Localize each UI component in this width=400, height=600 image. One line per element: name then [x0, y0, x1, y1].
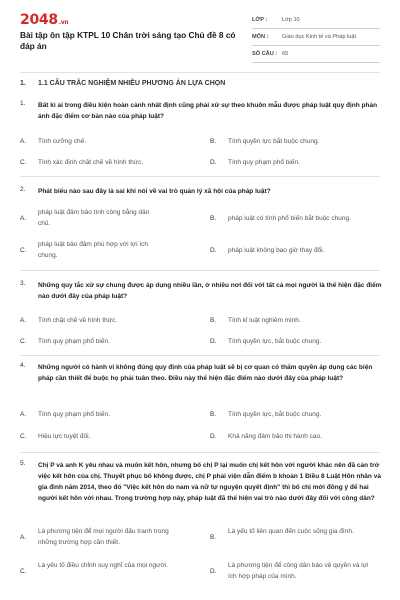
- question-text: Phát biểu nào sau đây là sai khi nói về vai trò quản lý xã hội của pháp luật?: [38, 188, 271, 195]
- option-letter: B.: [210, 317, 217, 324]
- option-letter: D.: [210, 247, 217, 254]
- option-text: Tính xác định chặt chẽ về hình thức.: [38, 159, 144, 166]
- option-text: pháp luật bảo đảm phù hợp với lợi ích chung.: [38, 241, 148, 259]
- question-number: 3.: [20, 280, 26, 287]
- option-letter: B.: [210, 138, 217, 145]
- question-number: 2.: [20, 186, 26, 193]
- divider: [20, 452, 380, 453]
- option-text: Hiệu lực tuyệt đối.: [38, 433, 91, 440]
- logo-text: 2048: [20, 12, 58, 28]
- option-letter: A.: [20, 534, 27, 541]
- page-header: [0, 0, 400, 70]
- option-letter: C.: [20, 159, 27, 166]
- option-text: Tính cưỡng chế.: [38, 138, 86, 145]
- option-letter: C.: [20, 568, 27, 575]
- option-text: pháp luật không bao giờ thay đổi.: [228, 247, 325, 254]
- option-letter: C.: [20, 247, 27, 254]
- option-text: Tính quy phạm phổ biến.: [38, 338, 110, 345]
- meta-key: SỐ CÂU :: [252, 51, 278, 57]
- option-letter: D.: [210, 568, 217, 575]
- option-text: Tính quyền lực bắt buộc chung.: [228, 138, 320, 145]
- option-letter: D.: [210, 159, 217, 166]
- option-letter: B.: [210, 411, 217, 418]
- option-letter: D.: [210, 338, 217, 345]
- option-letter: B.: [210, 215, 217, 222]
- logo-suffix: .vn: [58, 19, 69, 26]
- divider: [20, 355, 380, 356]
- divider: [20, 270, 380, 271]
- meta-key: MÔN :: [252, 34, 269, 40]
- option-text: Tính quyền lực, bắt buộc chung.: [228, 411, 322, 418]
- meta-row-count: [252, 46, 380, 63]
- option-text: Tính kỉ luật nghiêm minh.: [228, 317, 301, 324]
- meta-row-subject: [252, 29, 380, 46]
- question-text: Những quy tắc xử sự chung được áp dụng nhiều lần, ở nhiều nơi đối với tất cả mọi người là thể hiện đặc điểm nào dưới đây của pháp luật?: [38, 282, 382, 300]
- option-text: Khả năng đảm bảo thi hành cao.: [228, 433, 322, 440]
- meta-value: Giáo dục Kinh tế và Pháp luật: [282, 34, 357, 40]
- option-letter: C.: [20, 338, 27, 345]
- section-title: 1.1 CÂU TRẮC NGHIỆM NHIỀU PHƯƠNG ÁN LỰA CHỌN: [38, 80, 226, 87]
- question-number: 5.: [20, 460, 26, 467]
- option-letter: A.: [20, 138, 27, 145]
- option-text: pháp luật có tính phổ biến bắt buộc chung.: [228, 215, 351, 222]
- option-letter: B.: [210, 534, 217, 541]
- option-text: Là phương tiện để công dân bảo vệ quyền và lợi ích hợp pháp của mình.: [228, 562, 369, 580]
- divider: [20, 72, 380, 73]
- meta-row-class: [252, 12, 380, 29]
- option-letter: C.: [20, 433, 27, 440]
- document-title: Bài tập ôn tập KTPL 10 Chân trời sáng tạo Chủ đề 8 có đáp án: [20, 30, 236, 51]
- question-text: Bất kì ai trong điều kiện hoàn cảnh nhất định cũng phải xử sự theo khuôn mẫu được pháp luật quy định phản ánh đặc điểm cơ bản nào của pháp luật?: [38, 102, 378, 120]
- option-letter: A.: [20, 411, 27, 418]
- meta-value: Lớp 10: [282, 17, 300, 23]
- option-text: Tính quy phạm phổ biến.: [38, 411, 110, 418]
- meta-table: [252, 12, 380, 63]
- question-text: Chị P và anh K yêu nhau và muốn kết hôn, nhưng bố chị P lại muốn chị kết hôn với người khác nên đã cản trở việc kết hôn của chị. Thuyết phục bố không được, chị P phải viện dẫn điểm b khoản 1 Điều 8 Luật Hôn nhân và gia đình năm 2014, theo đó "Việc kết hôn do nam và nữ tự nguyện quyết định" thì bố chị mới đồng ý để hai người kết hôn với nhau. Trong trường hợp này, pháp luật đã thể hiện vai trò nào dưới đây đối với công dân?: [38, 462, 381, 502]
- option-text: Là phương tiện để mọi người đấu tranh trong những trường hợp cần thiết.: [38, 528, 169, 546]
- option-text: Tính chặt chẽ về hình thức.: [38, 317, 118, 324]
- option-letter: A.: [20, 317, 27, 324]
- option-text: Tính quyền lực, bắt buộc chung.: [228, 338, 322, 345]
- question-number: 4.: [20, 362, 26, 369]
- option-letter: D.: [210, 433, 217, 440]
- option-letter: A.: [20, 215, 27, 222]
- site-logo[interactable]: [20, 12, 68, 28]
- divider: [20, 176, 380, 177]
- meta-value: 65: [282, 51, 289, 57]
- option-text: Là yếu tố điều chỉnh suy nghĩ của mọi người.: [38, 562, 169, 569]
- option-text: pháp luật đảm bảo tính công bằng dân chủ.: [38, 209, 150, 227]
- option-text: Là yếu tố liên quan đến cuộc sống gia đình.: [228, 528, 354, 535]
- option-text: Tính quy phạm phổ biến.: [228, 159, 300, 166]
- section-number: 1.: [20, 80, 26, 87]
- question-text: Những người có hành vi không đúng quy định của pháp luật sẽ bị cơ quan có thẩm quyền áp dụng các biện pháp cần thiết để buộc họ phải tuân theo. Điều này thể hiện đặc điểm nào dưới đây của pháp luật?: [38, 364, 373, 382]
- meta-key: LỚP :: [252, 17, 268, 23]
- question-number: 1.: [20, 100, 26, 107]
